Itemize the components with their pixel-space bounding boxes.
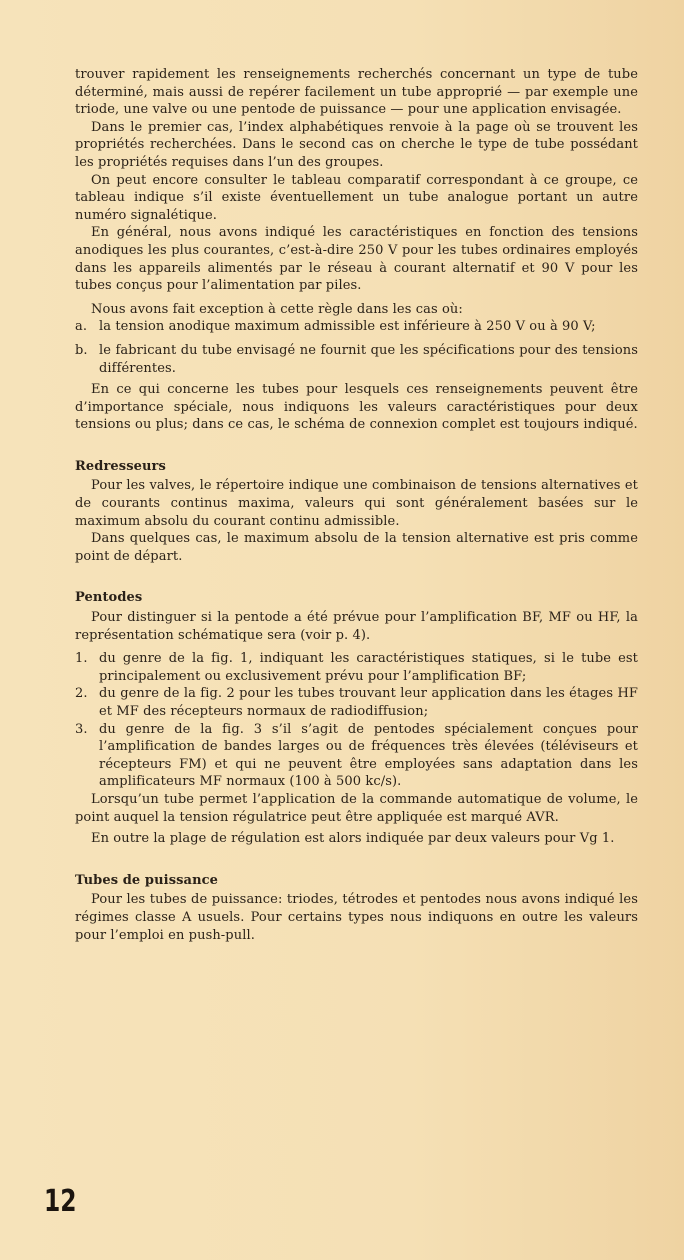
exception-item-a <box>75 318 638 336</box>
pentodes-item-2 <box>75 685 638 720</box>
exception-item-b <box>75 342 638 377</box>
exception-intro: Nous avons fait exception à cette règle dans les cas où: <box>91 301 463 317</box>
page-body <box>75 66 638 944</box>
exception-text: la tension anodique maximum admissible est inférieure à 250 V ou à 90 V; <box>99 319 596 335</box>
heading-tubes-puissance: Tubes de puissance <box>75 872 219 888</box>
intro-paragraph-3: On peut encore consulter le tableau comparatif correspondant à ce groupe, ce tableau indique s’il existe éventuellement un tube analogue portant un autre numéro signalétique. <box>75 172 638 223</box>
pentodes-marker: 1. <box>75 651 88 667</box>
redresseurs-paragraph-1: Pour les valves, le répertoire indique une combinaison de tensions alternatives et de courants continus maxima, valeurs qui sont généralement basées sur le maximum absolu du courant continu admissible. <box>75 478 638 529</box>
page-number: 12 <box>44 1184 77 1219</box>
pentodes-after-2: En outre la plage de régulation est alors indiquée par deux valeurs pour Vg 1. <box>91 831 615 847</box>
pentodes-item-text: du genre de la fig. 2 pour les tubes trouvant leur application dans les étages HF et MF des récepteurs normaux de radiodiffusion; <box>99 686 638 719</box>
intro-paragraph-2: Dans le premier cas, l’index alphabétiques renvoie à la page où se trouvent les propriétés recherchées. Dans le second cas on cherche le type de tube possédant les propriétés requises dans l’un des groupes. <box>75 119 638 170</box>
intro-paragraph-1: trouver rapidement les renseignements recherchés concernant un type de tube déterminé, mais aussi de repérer facilement un tube approprié — par exemple une triode, une valve ou une pentode de puissance — pour une application envisagée. <box>75 67 638 118</box>
exception-marker: b. <box>75 342 88 358</box>
heading-pentodes: Pentodes <box>75 590 143 606</box>
redresseurs-paragraph-2: Dans quelques cas, le maximum absolu de la tension alternative est pris comme point de départ. <box>75 531 638 564</box>
heading-redresseurs: Redresseurs <box>75 458 166 474</box>
tubes-puissance-paragraph: Pour les tubes de puissance: triodes, tétrodes et pentodes nous avons indiqué les régimes classe A usuels. Pour certains types nous indiquons en outre les valeurs pour l’emploi en push-pull. <box>75 892 638 943</box>
pentodes-item-text: du genre de la fig. 3 s’il s’agit de pentodes spécialement conçues pour l’amplification de bandes larges ou de fréquences très élevées (téléviseurs et récepteurs FM) et qui ne peuvent être employées sans adaptation dans les amplificateurs MF normaux (100 à 500 kc/s). <box>99 721 638 790</box>
exception-marker: a. <box>75 319 88 335</box>
intro-paragraph-4: En général, nous avons indiqué les caractéristiques en fonction des tensions anodiques les plus courantes, c’est-à-dire 250 V pour les tubes ordinaires employés dans les appareils alimentés par le réseau à courant alternatif et 90 V pour les tubes conçus pour l’alimentation par piles. <box>75 225 638 294</box>
pentodes-item-text: du genre de la fig. 1, indiquant les caractéristiques statiques, si le tube est principalement ou exclusivement prévu pour l’amplification BF; <box>99 651 638 684</box>
pentodes-intro: Pour distinguer si la pentode a été prévue pour l’amplification BF, MF ou HF, la représentation schématique sera (voir p. 4). <box>75 610 638 643</box>
pentodes-after-1: Lorsqu’un tube permet l’application de la commande automatique de volume, le point auquel la tension régulatrice peut être appliquée est marqué AVR. <box>75 791 638 825</box>
pentodes-item-1 <box>75 650 638 685</box>
pentodes-item-3 <box>75 721 638 791</box>
pentodes-marker: 2. <box>75 686 88 702</box>
pentodes-marker: 3. <box>75 721 88 737</box>
exception-text: le fabricant du tube envisagé ne fournit que les spécifications pour des tensions différentes. <box>99 342 638 376</box>
exception-after: En ce qui concerne les tubes pour lesquels ces renseignements peuvent être d’importance spéciale, nous indiquons les valeurs caractéristiques pour deux tensions ou plus; dans ce cas, le schéma de connexion complet est toujours indiqué. <box>75 382 638 433</box>
